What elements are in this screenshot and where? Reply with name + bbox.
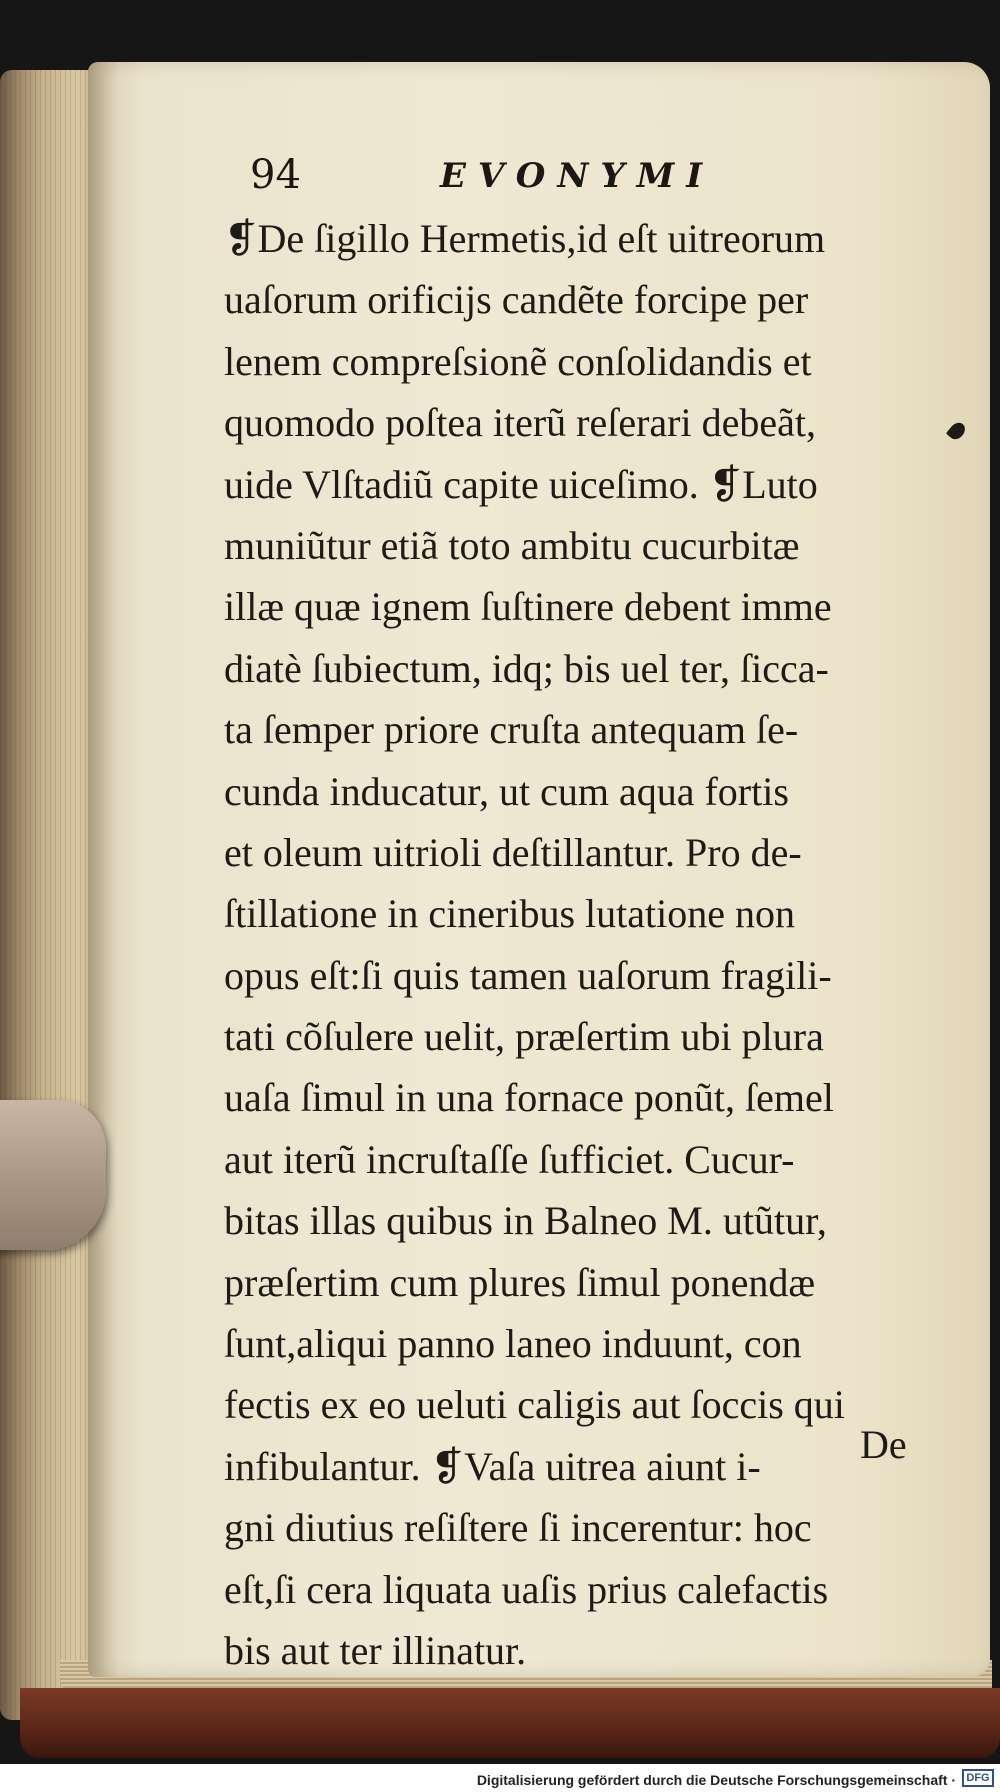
text-line: uide Vlſtadiũ capite uiceſimo. ❡Luto <box>224 461 818 507</box>
text-line: ❡De ſigillo Hermetis,id eſt uitreorum <box>224 216 826 261</box>
text-line: bitas illas quibus in Balneo M. utũtur, <box>224 1198 827 1244</box>
catchword: De <box>860 1422 907 1467</box>
text-line: quomodo poſtea iterũ reſerari debeãt, <box>224 400 816 446</box>
running-title: EVONYMI <box>440 156 715 196</box>
dfg-logo: DFG <box>962 1769 994 1787</box>
body-text <box>224 208 944 1681</box>
page-number: 94 <box>250 152 301 198</box>
funding-credit: Digitalisierung gefördert durch die Deutsche Forschungsgemeinschaft · <box>476 1772 956 1788</box>
footer-bar <box>0 1764 1000 1792</box>
text-line: aut iterũ incruſtaſſe ſufficiet. Cucur- <box>224 1136 795 1182</box>
text-line: ſtillatione in cineribus lutatione non <box>224 891 795 937</box>
text-line: gni diutius reſiſtere ſi incerentur: hoc <box>224 1505 812 1551</box>
text-line: lenem compreſsionẽ conſolidandis et <box>224 338 812 384</box>
text-line: cunda inducatur, ut cum aqua fortis <box>224 768 789 814</box>
text-line: et oleum uitrioli deſtillantur. Pro de- <box>224 829 802 875</box>
text-line: præſertim cum plures ſimul ponendæ <box>224 1259 816 1305</box>
text-line: ta ſemper priore cruſta antequam ſe- <box>224 707 799 753</box>
text-line: muniũtur etiã toto ambitu cucurbitæ <box>224 522 800 568</box>
text-line: diatè ſubiectum, idq; bis uel ter, ſicca- <box>224 645 829 691</box>
text-line: tati cõſulere uelit, præſertim ubi plura <box>224 1014 824 1060</box>
text-line: eſt,ſi cera liquata uaſis prius calefactis <box>224 1566 829 1612</box>
text-line: fectis ex eo ueluti caligis aut ſoccis qui <box>224 1382 845 1428</box>
bookmark-tab <box>0 1100 106 1250</box>
text-line: ſunt,aliqui panno laneo induunt, con <box>224 1321 802 1367</box>
text-line: illæ quæ ignem ſuſtinere debent imme <box>224 584 832 630</box>
running-head <box>250 150 810 200</box>
text-line: infibulantur. ❡Vaſa uitrea aiunt i- <box>224 1443 761 1489</box>
text-line: opus eſt:ſi quis tamen uaſorum fragili- <box>224 952 832 998</box>
text-line: uaſorum orificijs candẽte forcipe per <box>224 277 809 323</box>
leather-binding <box>20 1688 1000 1758</box>
text-line: bis aut ter illinatur. <box>224 1627 527 1673</box>
text-line: uaſa ſimul in una fornace ponũt, ſemel <box>224 1075 834 1121</box>
